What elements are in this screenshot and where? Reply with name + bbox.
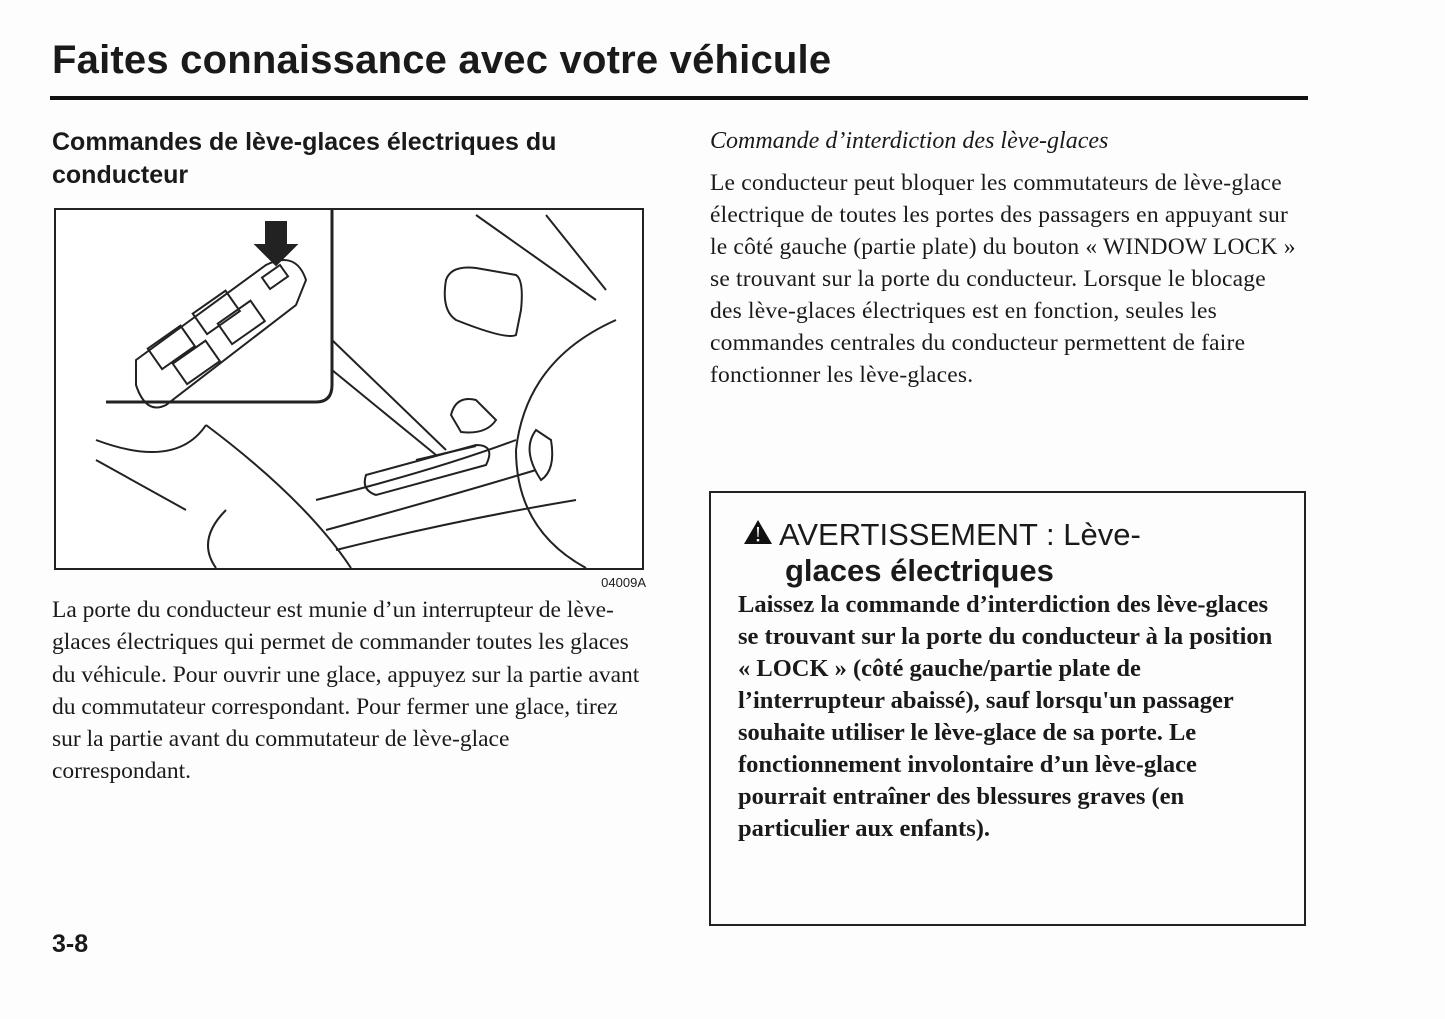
section-heading: Commandes de lève-glaces électriques du conducteur (52, 128, 557, 189)
subheading: Commande d’interdiction des lève-glaces (710, 128, 1109, 154)
warning-title-line1: AVERTISSEMENT : Lève- (779, 517, 1141, 552)
body-paragraph: La porte du conducteur est munie d’un interrupteur de lève-glaces électriques qui permet de commander toutes les glaces du véhicule. Pour ouvrir une glace, appuyez sur la partie avant du commutateur correspondant. Pour fermer une glace, tirez sur la partie avant du commutateur de lève-glace correspondant. (52, 597, 640, 785)
page-number: 3-8 (52, 930, 89, 958)
title-rule (50, 96, 1308, 100)
page-title: Faites connaissance avec votre véhicule (52, 38, 832, 82)
warning-triangle-icon (743, 517, 779, 553)
body-paragraph-right: Le conducteur peut bloquer les commutateurs de lève-glace électrique de toutes les portes des passagers en appuyant sur le côté gauche (partie plate) du bouton « WINDOW LOCK » se trouvant sur la porte du conducteur. Lorsque le blocage des lève-glaces électriques est en fonction, seules les commandes centrales du conducteur permettent de faire fonctionner les lève-glaces. (710, 170, 1296, 388)
warning-title (743, 517, 1213, 589)
window-switch-illustration (54, 208, 644, 570)
warning-title-line2: glaces électriques (785, 553, 1054, 588)
warning-text: Laissez la commande d’interdiction des lève-glaces se trouvant sur la porte du conducteur à la position « LOCK » (côté gauche/partie plate de l’interrupteur abaissé), sauf lorsqu'un passager souhaite utiliser le lève-glace de sa porte. Le fonctionnement involontaire d’un lève-glace pourrait entraîner des blessures graves (en particulier aux enfants). (738, 591, 1273, 842)
figure-code: 04009A (601, 575, 646, 590)
warning-box (709, 491, 1306, 926)
